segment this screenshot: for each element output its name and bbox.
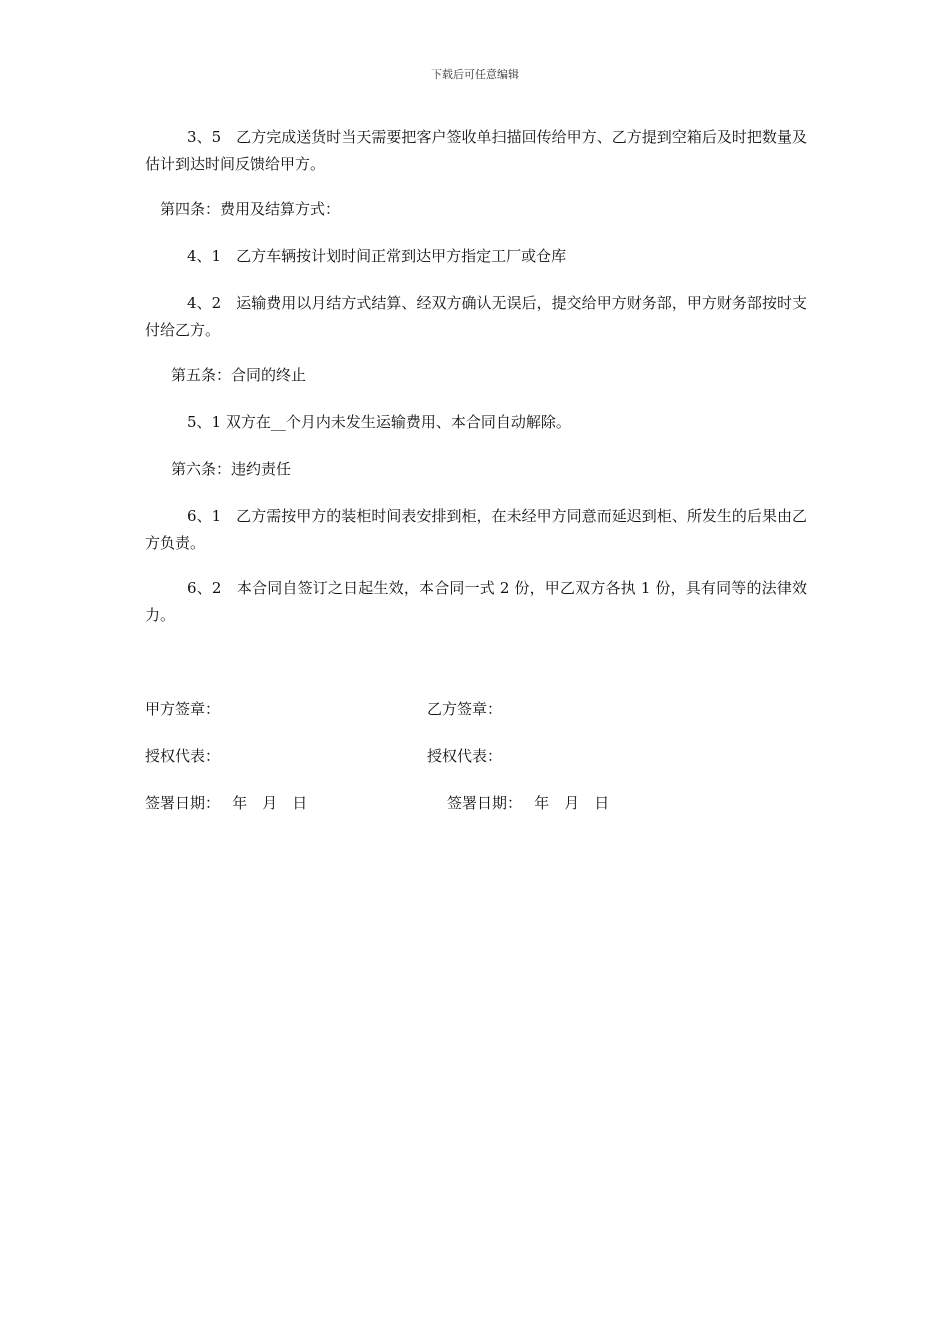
article-4-title: 第四条：费用及结算方式： <box>160 200 341 218</box>
clause-3-5: 3、5 乙方完成送货时当天需要把客户签收单扫描回传给甲方、乙方提到空箱后及时把数量及估计到达时间反馈给甲方。 <box>145 128 807 173</box>
party-a-date-label: 签署日期： 年 月 日 <box>145 794 308 812</box>
party-a-rep-label: 授权代表： <box>145 747 221 765</box>
clause-3-5-block <box>145 124 807 178</box>
party-b-date-label: 签署日期： 年 月 日 <box>447 794 610 812</box>
clause-4-1: 4、1 乙方车辆按计划时间正常到达甲方指定工厂或仓库 <box>187 247 567 265</box>
article-4-title-block <box>160 196 822 223</box>
article-6-title: 第六条：违约责任 <box>171 460 292 478</box>
party-b-seal-label: 乙方签章： <box>427 700 503 718</box>
article-5-title-block <box>171 362 833 389</box>
article-6-title-block <box>171 456 833 483</box>
page-header: 下载后可任意编辑 <box>431 68 519 81</box>
party-a-seal-label: 甲方签章： <box>145 700 221 718</box>
clause-4-2-block <box>145 290 807 344</box>
clause-6-1: 6、1 乙方需按甲方的装柜时间表安排到柜，在未经甲方同意而延迟到柜、所发生的后果由乙方负责。 <box>145 507 807 552</box>
clause-6-2-block <box>145 575 807 629</box>
clause-4-2: 4、2 运输费用以月结方式结算、经双方确认无误后，提交给甲方财务部，甲方财务部按时支付给乙方。 <box>145 294 807 339</box>
clause-5-1-block <box>145 409 807 436</box>
clause-6-2: 6、2 本合同自签订之日起生效，本合同一式 2 份，甲乙双方各执 1 份，具有同等的法律效力。 <box>145 579 807 624</box>
party-b-rep-label: 授权代表： <box>427 747 503 765</box>
clause-5-1: 5、1 双方在__个月内未发生运输费用、本合同自动解除。 <box>187 413 571 431</box>
clause-6-1-block <box>145 503 807 557</box>
clause-4-1-block <box>145 243 807 270</box>
article-5-title: 第五条：合同的终止 <box>171 366 307 384</box>
